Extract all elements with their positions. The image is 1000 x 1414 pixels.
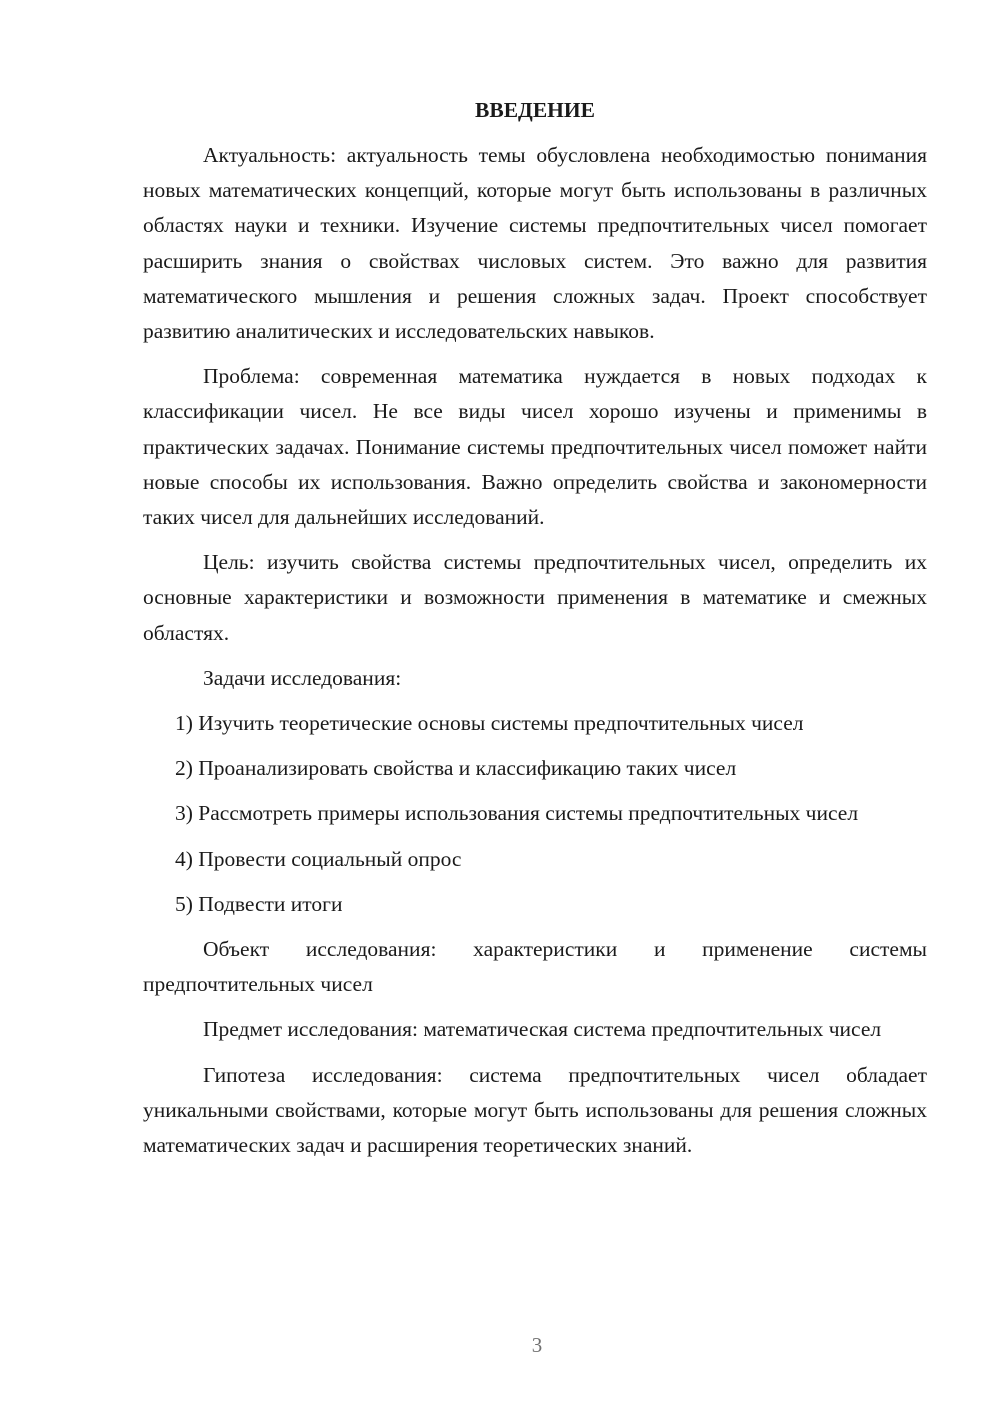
hypothesis-paragraph: Гипотеза исследования: система предпочтительных чисел обладает уникальными свойствами, которые могут быть использованы для решения сложных математических задач и расширения теоретических знаний.: [143, 1062, 927, 1158]
page-number: 3: [531, 1333, 543, 1357]
task-item-5: 5) Подвести итоги: [175, 891, 343, 916]
section-heading: ВВЕДЕНИЕ: [475, 98, 595, 122]
task-item-3: 3) Рассмотреть примеры использования системы предпочтительных чисел: [175, 801, 859, 826]
page-content: [143, 94, 927, 1173]
task-item-2: 2) Проанализировать свойства и классификацию таких чисел: [175, 756, 737, 781]
tasks-title: Задачи исследования:: [203, 665, 402, 690]
object-paragraph: Объект исследования: характеристики и применение системы предпочтительных чисел: [143, 937, 927, 997]
problem-paragraph: Проблема: современная математика нуждается в новых подходах к классификации чисел. Не все виды чисел хорошо изучены и применимы в практических задачах. Понимание системы предпочтительных чисел поможет найти новые способы их использования. Важно определить свойства и закономерности таких чисел для дальнейших исследований.: [143, 364, 927, 530]
relevance-paragraph: Актуальность: актуальность темы обусловлена необходимостью понимания новых математических концепций, которые могут быть использованы в различных областях науки и техники. Изучение системы предпочтительных чисел помогает расширить знания о свойствах числовых систем. Это важно для развития математического мышления и решения сложных задач. Проект способствует развитию аналитических и исследовательских навыков.: [143, 143, 927, 344]
task-item-4: 4) Провести социальный опрос: [175, 846, 462, 871]
task-item-1: 1) Изучить теоретические основы системы предпочтительных чисел: [175, 711, 804, 736]
subject-paragraph: Предмет исследования: математическая система предпочтительных чисел: [203, 1017, 882, 1042]
goal-paragraph: Цель: изучить свойства системы предпочтительных чисел, определить их основные характеристики и возможности применения в математике и смежных областях.: [143, 550, 927, 645]
